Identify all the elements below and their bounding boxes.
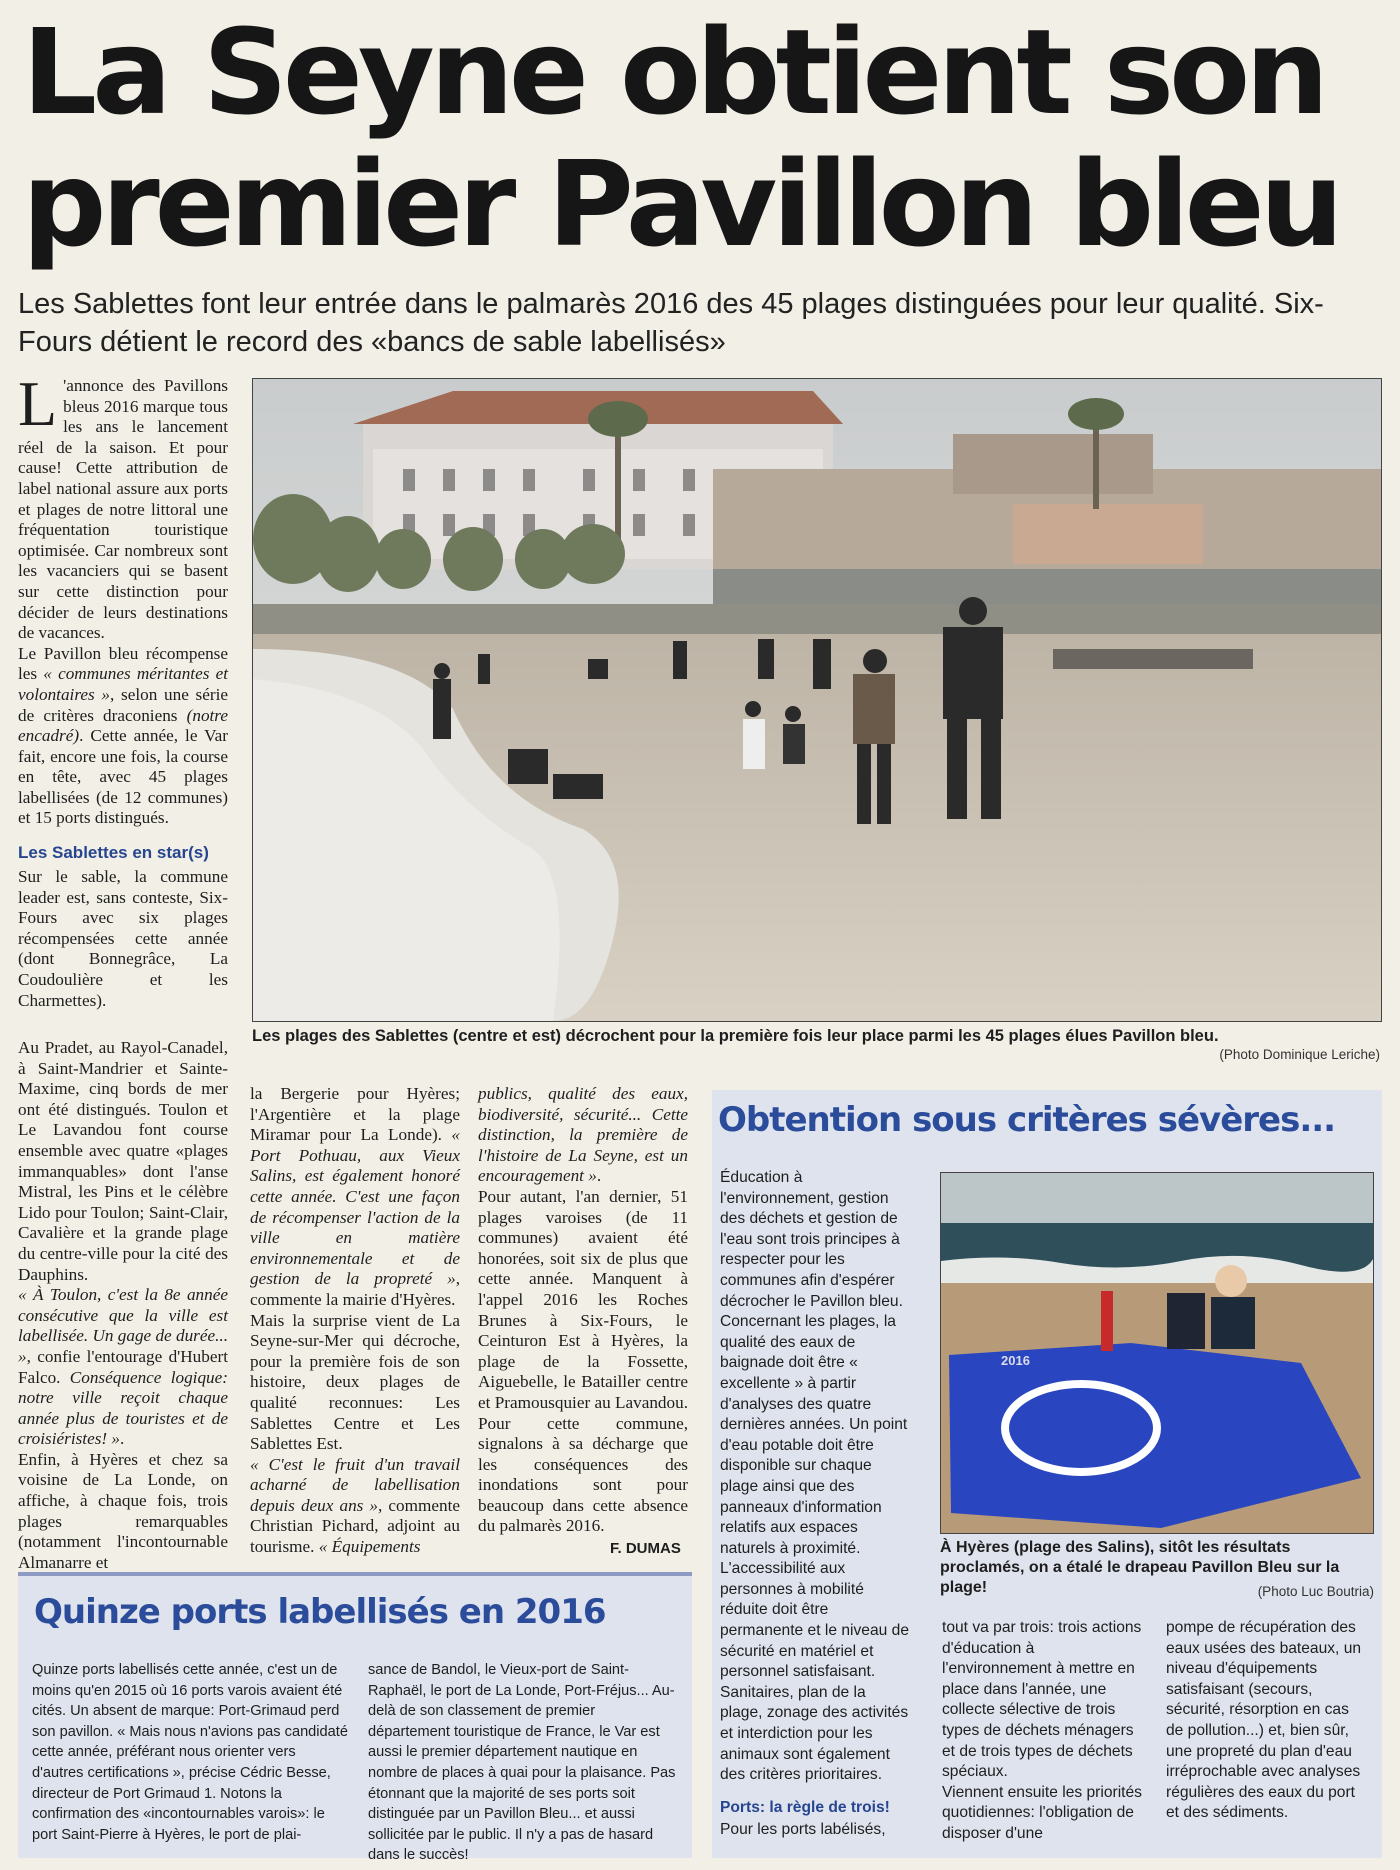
paragraph: Éducation à l'environnement, gestion des déchets et gestion de l'eau sont trois principes à respecter pour les communes afin d'espérer décrocher le Pavillon bleu. (720, 1169, 903, 1310)
photo-credit: (Photo Dominique Leriche) (1219, 1047, 1380, 1062)
ports-column-2: sance de Bandol, le Vieux-port de Saint-Raphaël, le port de La Londe, Port-Fréjus... Au-delà de son classement de premier département touristique de France, le Var est aussi le premier département nautique en nombre de places à quai pour la plaisance. Pas étonnant que la majorité de ses ports soit distinguée par un Pavillon Bleu... et aussi sollicitée par le public. Il n'y a pas de hasard dans le succès! (368, 1662, 676, 1864)
flag-year-text: 2016 (1001, 1353, 1030, 1368)
paragraph: « C'est le fruit d'un travail acharné de labellisation depuis deux ans », commente Christian Pichard, adjoint au tourisme. « Équipements (250, 1454, 460, 1557)
intro-paragraph: L 'annonce des Pavillons bleus 2016 marque tous les ans le lancement réel de la saison. Et pour cause! Cette attribution de label national assure aux ports et plages de notre littoral une fréquentation touristique optimisée. Car nombreux sont les vacanciers qui se basent sur cette distinction pour décider de leurs destinations de vacances. (18, 368, 228, 643)
beach-photo (252, 378, 1382, 1022)
paragraph: Pour les ports labélisés, (720, 1820, 886, 1838)
paragraph: « À Toulon, c'est la 8e année consécutive que la ville est labellisée. Un gage de durée... », confie l'entourage d'Hubert Falco. Conséquence logique: notre ville reçoit chaque année plus de touristes et de croisiéristes! ». (18, 1285, 229, 1449)
criteria-column-2 (942, 1618, 1142, 1845)
paragraph: Pour autant, l'an dernier, 51 plages varoises (de 11 communes) avaient été honorées, soit six de plus que cette année. Manquent à l'appel 2016 les Roches Brunes à Six-Fours, le Ceinturon Est à Hyères, la plage de la Fossette, Aiguebelle, le Batailler centre et Pramousquier au Lavandou. Pour cette commune, signalons à sa décharge que les conséquences des inondations sont pour beaucoup dans cette absence du palmarès 2016. (478, 1186, 689, 1536)
subheadline: Les Sablettes font leur entrée dans le palmarès 2016 des 45 plages distinguées pour leur qualité. Six-Fours détient le record des «bancs de sable labellisés» (18, 288, 1324, 358)
paragraph: la Bergerie pour Hyères; l'Argentière et la plage Miramar pour La Londe). « Port Pothuau, aux Vieux Salins, est également honoré cette année. C'est une façon de récompenser l'action de la ville en matière environnementale et de gestion de la propreté », commente la mairie d'Hyères. (250, 1084, 460, 1309)
byline: F. DUMAS (610, 1540, 681, 1557)
photo-caption: Les plages des Sablettes (centre et est) décrochent pour la première fois leur place parmi les 45 plages élues Pavillon bleu. (252, 1027, 1219, 1045)
paragraph: Sur le sable, la commune leader est, sans conteste, Six-Fours avec six plages récompensées cette année (dont Bonnegrâce, La Coudoulière et les Charmettes). (18, 867, 228, 1010)
flag-photo-caption: À Hyères (plage des Salins), sitôt les résultats proclamés, on a étalé le drapeau Pavillon Bleu sur la plage! (940, 1539, 1340, 1596)
paragraph: tout va par trois: trois actions d'éducation à l'environnement à mettre en place dans l'année, une collecte sélective de trois types de déchets ménagers et de trois types de déchets spéciaux. (942, 1619, 1142, 1781)
drop-cap: L (18, 368, 58, 439)
article-column-1 (18, 368, 228, 1011)
flag-photo-credit: (Photo Luc Boutria) (1257, 1584, 1374, 1599)
criteria-column-3 (1166, 1618, 1370, 1824)
section-subtitle: Ports: la règle de trois! (720, 1798, 890, 1816)
ports-box-top-rule (18, 1572, 692, 1576)
ports-box-title: Quinze ports labellisés en 2016 (34, 1592, 606, 1632)
flag-photo (940, 1172, 1374, 1534)
paragraph: Enfin, à Hyères et chez sa voisine de La Londe, on affiche, à chaque fois, trois plages remarquables (notamment l'incontournable Almanarre et (18, 1449, 228, 1572)
paragraph: Viennent ensuite les priorités quotidiennes: l'obligation de disposer d'une (942, 1783, 1142, 1842)
paragraph: Concernant les plages, la qualité des eaux de baignade doit être « excellente » à partir d'analyses des quatre dernières années. Un point d'eau potable doit être disponible sur chaque plage ainsi que des panneaux d'information relatifs aux espaces naturels à proximité. L'accessibilité aux personnes à mobilité réduite doit être permanente et le niveau de sécurité en matériel et personnel satisfaisant. Sanitaires, plan de la plage, zonage des activités et interdiction pour les animaux sont également des critères prioritaires. (720, 1313, 909, 1784)
ports-column-1: Quinze ports labellisés cette année, c'est un de moins qu'en 2015 où 16 ports varois avaient été cités. Un absent de marque: Port-Grimaud perd son pavillon. « Mais nous n'avions pas candidaté cette année, préférant nous orienter vers d'autres certifications », précise Cédric Besse, directeur de Port Grimaud 1. Notons la confirmation des «incontournables varois»: le port Saint-Pierre à Hyères, le port de plai- (32, 1662, 348, 1843)
article-column-2 (250, 1084, 460, 1558)
flag-photo-illustration (941, 1173, 1373, 1533)
paragraph: Au Pradet, au Rayol-Canadel, à Saint-Mandrier et Sainte-Maxime, cinq bords de mer ont été distingués. Toulon et Le Lavandou font course ensemble avec quatre «plages immanquables» dont l'anse Mistral, les Pins et le célèbre Lido pour Toulon; Saint-Clair, Cavalière et la grande plage du centre-ville pour la cité des Dauphins. (18, 1038, 228, 1284)
paragraph: pompe de récupération des eaux usées des bateaux, un niveau d'équipements satisfaisant (secours, sécurité, résorption en cas de pollution...) et, bien sûr, une propreté du plan d'eau irréprochable avec analyses régulières des eaux du port et des sédiments. (1166, 1619, 1362, 1822)
section-subtitle: Les Sablettes en star(s) (18, 843, 209, 863)
article-column-1-continued (18, 1038, 228, 1573)
paragraph: Mais la surprise vient de La Seyne-sur-Mer qui décroche, pour la première fois de son histoire, deux plages de qualité reconnues: Les Sablettes Centre et Les Sablettes Est. (250, 1310, 460, 1454)
criteria-column-1 (720, 1168, 912, 1840)
paragraph: publics, qualité des eaux, biodiversité, sécurité... Cette distinction, la première de l'histoire de La Seyne, est un encouragement ». (478, 1084, 688, 1186)
headline: La Seyne obtient son premier Pavillon bleu (22, 3, 1339, 273)
beach-photo-illustration (253, 379, 1381, 1021)
criteria-box-title: Obtention sous critères sévères... (718, 1100, 1336, 1140)
paragraph: Le Pavillon bleu récompense les « communes méritantes et volontaires », selon une série de critères draconiens (notre encadré). Cette année, le Var fait, encore une fois, la course en tête, avec 45 plages labellisées (de 12 communes) et 15 ports distingués. (18, 643, 228, 828)
article-column-3 (478, 1084, 688, 1537)
